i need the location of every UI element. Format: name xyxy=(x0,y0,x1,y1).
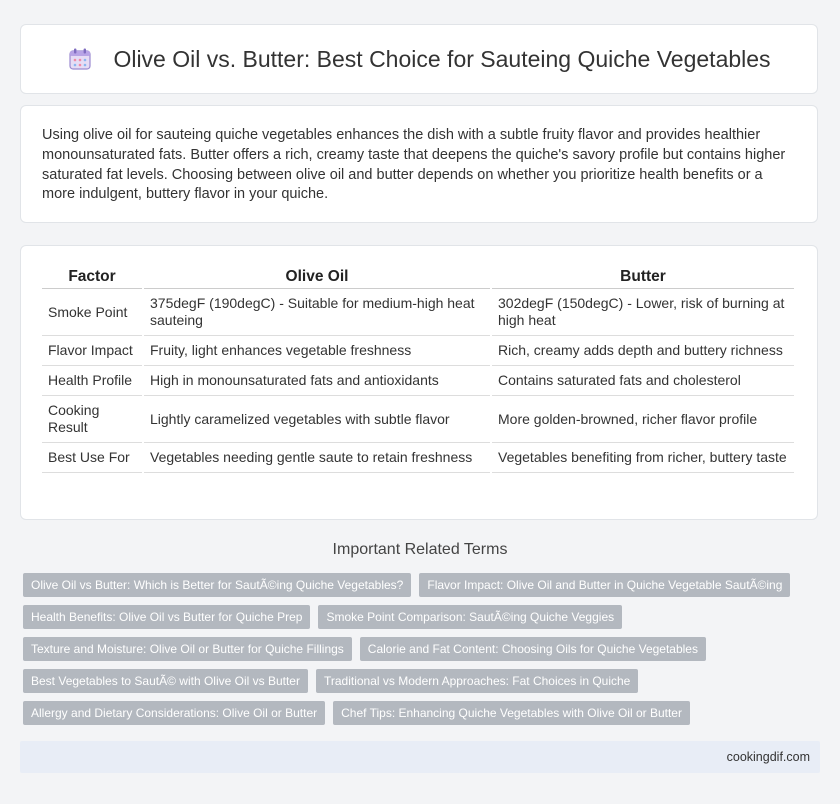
factor-cell: Flavor Impact xyxy=(42,336,142,366)
table-header-row xyxy=(42,264,794,289)
comparison-section xyxy=(20,245,818,520)
olive-oil-cell: Lightly caramelized vegetables with subtle flavor xyxy=(144,396,490,443)
related-term-tag[interactable]: Smoke Point Comparison: SautÃ©ing Quiche Veggies xyxy=(318,605,622,629)
related-terms-list xyxy=(23,573,813,733)
related-terms-title: Important Related Terms xyxy=(332,541,508,558)
intro-text: Using olive oil for sauteing quiche vegetables enhances the dish with a subtle fruity flavor and provides healthier monounsaturated fats. Butter offers a rich, creamy taste that deepens the quiche's savory profile but contains higher saturated fat levels. Choosing between olive oil and butter depends on whether you prioritize health benefits or a more indulgent, buttery flavor in your quiche. xyxy=(42,127,786,203)
factor-cell: Smoke Point xyxy=(42,289,142,336)
butter-cell: Vegetables benefiting from richer, buttery taste xyxy=(492,443,794,473)
factor-cell: Cooking Result xyxy=(42,396,142,443)
page-title: Olive Oil vs. Butter: Best Choice for Sauteing Quiche Vegetables xyxy=(113,45,771,72)
related-term-tag[interactable]: Traditional vs Modern Approaches: Fat Choices in Quiche xyxy=(316,669,638,693)
olive-oil-cell: Fruity, light enhances vegetable freshness xyxy=(144,336,490,366)
related-term-tag[interactable]: Olive Oil vs Butter: Which is Better for SautÃ©ing Quiche Vegetables? xyxy=(23,573,411,597)
table-row xyxy=(42,336,794,366)
calendar-icon xyxy=(67,46,93,72)
column-header-factor: Factor xyxy=(42,264,142,289)
related-term-tag[interactable]: Chef Tips: Enhancing Quiche Vegetables with Olive Oil or Butter xyxy=(333,701,690,725)
butter-cell: 302degF (150degC) - Lower, risk of burning at high heat xyxy=(492,289,794,336)
factor-cell: Best Use For xyxy=(42,443,142,473)
olive-oil-cell: Vegetables needing gentle saute to retain freshness xyxy=(144,443,490,473)
footer xyxy=(20,741,820,773)
factor-cell: Health Profile xyxy=(42,366,142,396)
related-term-tag[interactable]: Best Vegetables to SautÃ© with Olive Oil vs Butter xyxy=(23,669,308,693)
butter-cell: Contains saturated fats and cholesterol xyxy=(492,366,794,396)
related-term-tag[interactable]: Health Benefits: Olive Oil vs Butter for Quiche Prep xyxy=(23,605,310,629)
column-header-butter: Butter xyxy=(492,264,794,289)
table-row xyxy=(42,443,794,473)
olive-oil-cell: 375degF (190degC) - Suitable for medium-high heat sauteing xyxy=(144,289,490,336)
page-header xyxy=(20,24,818,94)
related-term-tag[interactable]: Allergy and Dietary Considerations: Olive Oil or Butter xyxy=(23,701,325,725)
intro-section xyxy=(20,105,818,223)
table-row xyxy=(42,289,794,336)
comparison-table xyxy=(40,264,796,473)
column-header-olive-oil: Olive Oil xyxy=(144,264,490,289)
table-row xyxy=(42,366,794,396)
related-term-tag[interactable]: Texture and Moisture: Olive Oil or Butter for Quiche Fillings xyxy=(23,637,352,661)
related-term-tag[interactable]: Calorie and Fat Content: Choosing Oils for Quiche Vegetables xyxy=(360,637,706,661)
related-term-tag[interactable]: Flavor Impact: Olive Oil and Butter in Quiche Vegetable SautÃ©ing xyxy=(419,573,790,597)
olive-oil-cell: High in monounsaturated fats and antioxidants xyxy=(144,366,490,396)
butter-cell: More golden-browned, richer flavor profile xyxy=(492,396,794,443)
butter-cell: Rich, creamy adds depth and buttery richness xyxy=(492,336,794,366)
footer-site-link[interactable]: cookingdif.com xyxy=(726,750,810,764)
table-row xyxy=(42,396,794,443)
